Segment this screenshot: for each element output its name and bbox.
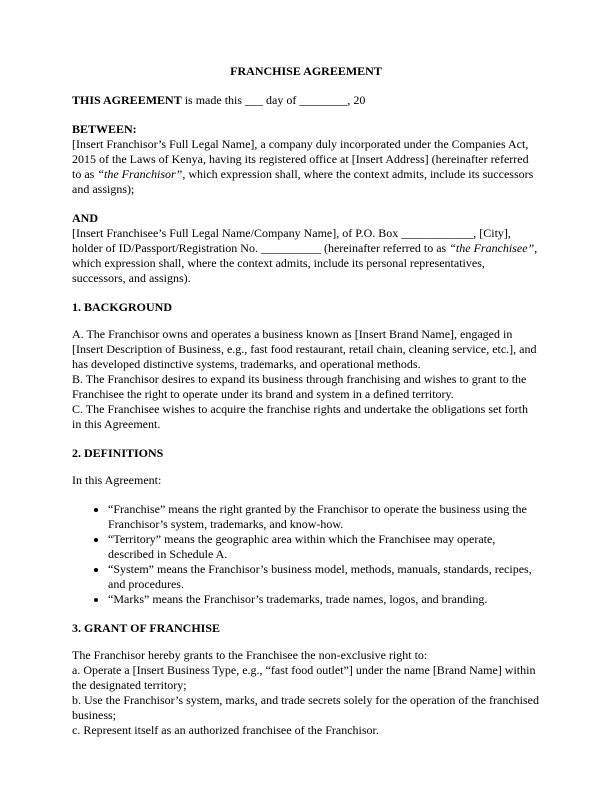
background-clause-c: C. The Franchisee wishes to acquire the franchise rights and undertake the obligations set forth in this Agreement. — [72, 402, 528, 431]
definition-item-franchise: • “Franchise” means the right granted by the Franchisor to operate the business using the Franchisor’s system, trademarks, and know-how. — [108, 502, 540, 532]
background-clause-a: A. The Franchisor owns and operates a business known as [Insert Brand Name], engaged in [Insert Description of Business, e.g., fast food restaurant, retail chain, cleaning service, etc.], and has developed distinctive systems, trademarks, and operational methods. — [72, 327, 537, 371]
section-background-heading: 1. BACKGROUND — [72, 300, 173, 314]
definition-item-system: • “System” means the Franchisor’s business model, methods, manuals, standards, recipes, and procedures. — [108, 562, 540, 592]
franchisee-defined-term: “the Franchisee” — [449, 241, 535, 255]
and-block — [72, 211, 540, 286]
franchisee-text-after: , which expression shall, where the context admits, include its personal representatives, successors, and assigns). — [72, 241, 538, 285]
background-clause-b: B. The Franchisor desires to expand its business through franchising and wishes to grant to the Franchisee the right to operate under its brand and system in a defined territory. — [72, 372, 527, 401]
definitions-list — [72, 502, 540, 607]
opening-clause — [72, 93, 540, 108]
franchisor-text-before: [Insert Franchisor’s Full Legal Name], a company duly incorporated under the Companies Act, 2015 of the Laws of Kenya, having its registered office at [Insert Address] (hereinafter referred to as — [72, 137, 529, 181]
opening-clause-rest: is made this ___ day of ________, 20 — [181, 93, 366, 107]
grant-clause-a: a. Operate a [Insert Business Type, e.g., “fast food outlet”] under the name [Brand Name] within the designated territory; — [72, 663, 536, 692]
section-grant-heading: 3. GRANT OF FRANCHISE — [72, 621, 221, 635]
franchisor-paragraph — [72, 137, 540, 197]
between-label: BETWEEN: — [72, 122, 137, 136]
grant-clause-c: c. Represent itself as an authorized franchisee of the Franchisor. — [72, 723, 379, 737]
section-definitions-heading: 2. DEFINITIONS — [72, 446, 164, 460]
definition-item-marks: • “Marks” means the Franchisor’s trademarks, trade names, logos, and branding. — [108, 592, 540, 607]
and-label: AND — [72, 211, 98, 225]
definition-item-territory: • “Territory” means the geographic area within which the Franchisee may operate, described in Schedule A. — [108, 532, 540, 562]
section-background-body — [72, 327, 540, 432]
between-block — [72, 122, 540, 197]
franchisee-text-before: [Insert Franchisee’s Full Legal Name/Company Name], of P.O. Box ____________, [City], holder of ID/Passport/Registration No. __________ (hereinafter referred to as — [72, 226, 511, 255]
grant-clause-b: b. Use the Franchisor’s system, marks, and trade secrets solely for the operation of the franchised business; — [72, 693, 539, 722]
section-grant-body — [72, 648, 540, 738]
franchisor-text-after: , which expression shall, where the context admits, include its successors and assigns); — [72, 167, 534, 196]
definitions-intro: In this Agreement: — [72, 473, 162, 487]
grant-intro: The Franchisor hereby grants to the Franchisee the non-exclusive right to: — [72, 648, 428, 662]
franchisee-paragraph — [72, 226, 540, 286]
document-title: FRANCHISE AGREEMENT — [230, 64, 382, 78]
franchisor-defined-term: “the Franchisor” — [97, 167, 183, 181]
opening-clause-bold: THIS AGREEMENT — [72, 93, 182, 107]
